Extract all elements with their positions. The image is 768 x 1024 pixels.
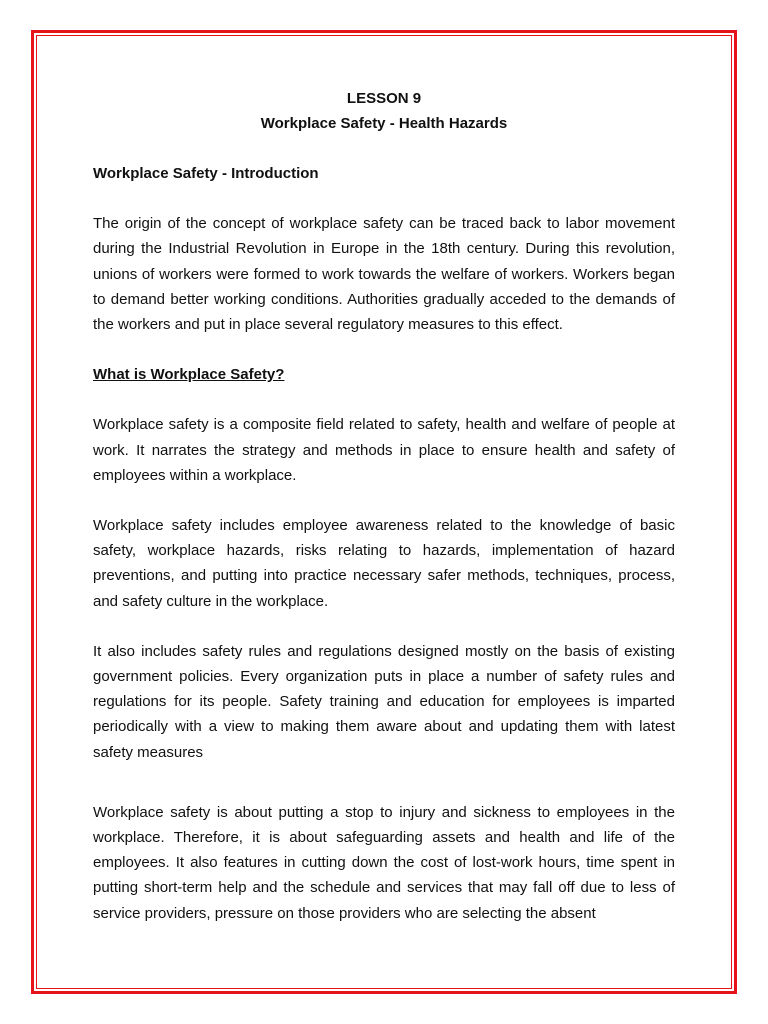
paragraph-rules: It also includes safety rules and regulations designed mostly on the basis of existing government policies. Every organization puts in place a number of safety rules and regulations for its people. Safety training and education for employees is imparted periodically with a view to making them aware about and updating them with latest safety measures <box>93 642 675 761</box>
lesson-title: Workplace Safety - Health Hazards <box>260 115 508 132</box>
paragraph-awareness: Workplace safety includes employee awareness related to the knowledge of basic safety, workplace hazards, risks relating to hazards, implementation of hazard preventions, and putting into practice necessary safer methods, techniques, process, and safety culture in the workplace. <box>93 517 675 610</box>
section-heading-what-is: What is Workplace Safety? <box>93 366 285 384</box>
lesson-label: LESSON 9 <box>346 90 422 107</box>
section-heading-introduction: Workplace Safety - Introduction <box>93 165 319 182</box>
paragraph-injury-prevention: Workplace safety is about putting a stop to injury and sickness to employees in the workplace. Therefore, it is about safeguarding assets and health and life of the employees. It also features in cutting down the cost of lost-work hours, time spent in putting short-term help and the schedule and services that may fall off due to less of service providers, pressure on those providers who are selecting the absent <box>93 803 675 922</box>
document-body <box>93 86 675 926</box>
paragraph-introduction: The origin of the concept of workplace safety can be traced back to labor movement during the Industrial Revolution in Europe in the 18th century. During this revolution, unions of workers were formed to work towards the welfare of workers. Workers began to demand better working conditions. Authorities gradually acceded to the demands of the workers and put in place several regulatory measures to this effect. <box>93 215 675 334</box>
paragraph-definition: Workplace safety is a composite field related to safety, health and welfare of people at work. It narrates the strategy and methods in place to ensure health and safety of employees within a workplace. <box>93 416 675 484</box>
